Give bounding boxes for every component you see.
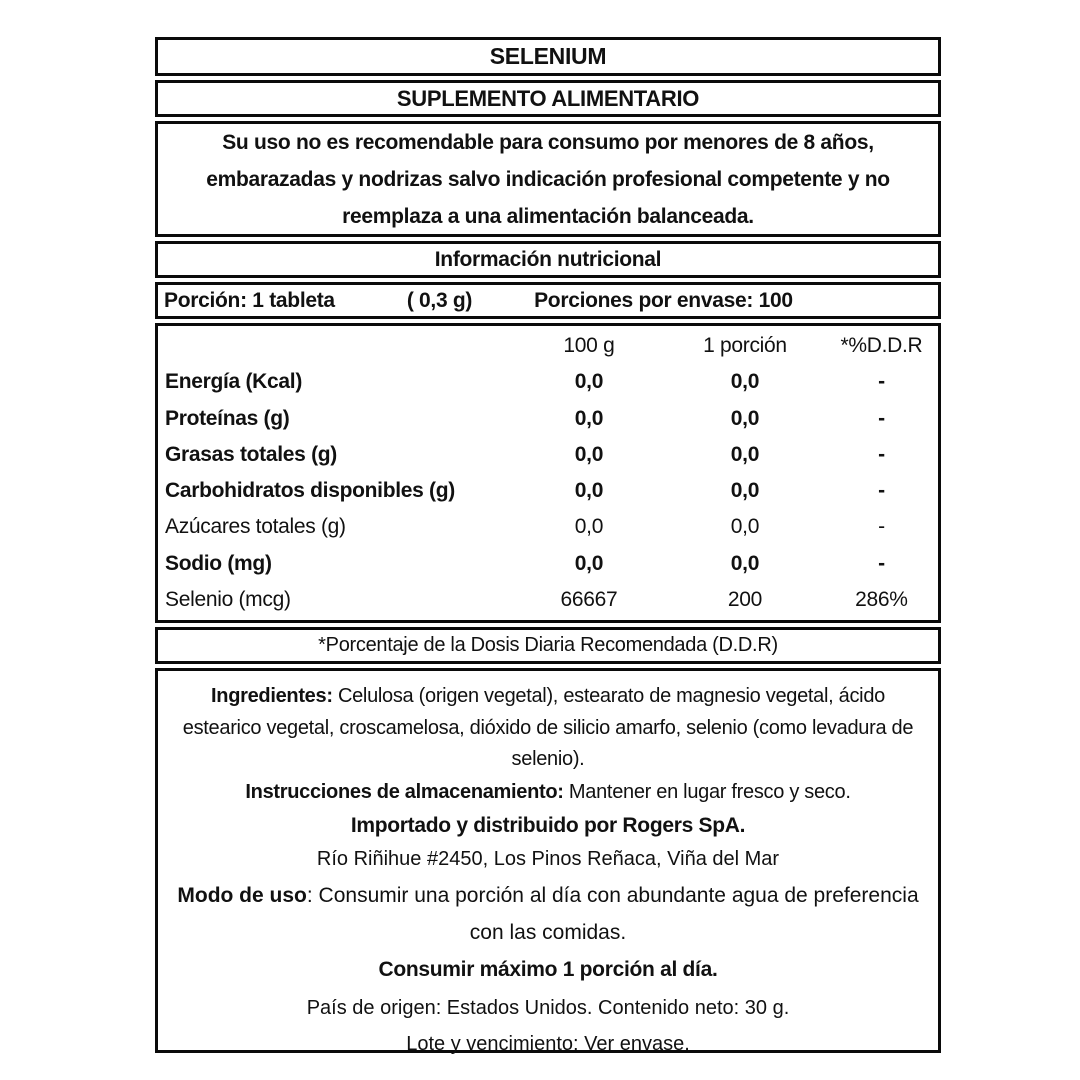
nutrition-label <box>155 37 941 1057</box>
nutrient-per-100g: 0,0 <box>574 370 604 394</box>
nutrient-per-100g: 0,0 <box>574 515 604 539</box>
nutrient-per-serving: 200 <box>727 587 762 611</box>
nutrient-row-energia <box>158 364 938 400</box>
nutrient-per-serving: 0,0 <box>730 551 760 575</box>
origin-line: País de origen: Estados Unidos. Contenido neto: 30 g. <box>306 996 790 1019</box>
nutrient-ddr: 286% <box>855 587 908 611</box>
ingredients-text: Celulosa (origen vegetal), estearato de magnesio vegetal, ácido estearico vegetal, croscamelosa, dióxido de silicio amarfo, selenio (como levadura de selenio). <box>182 685 914 770</box>
nutrition-table <box>155 323 941 623</box>
storage-text: Mantener en lugar fresco y seco. <box>563 780 851 803</box>
nutrient-per-serving: 0,0 <box>730 442 760 466</box>
nutrient-row-proteinas <box>158 401 938 437</box>
nutrient-row-sodio <box>158 546 938 582</box>
nutrition-section-title: Información nutricional <box>155 241 941 278</box>
product-title: SELENIUM <box>155 37 941 76</box>
details-section <box>155 668 941 1053</box>
nutrient-ddr: - <box>878 442 885 466</box>
nutrient-per-serving: 0,0 <box>730 406 760 430</box>
usage-label: Modo de uso <box>177 883 307 907</box>
nutrient-per-serving: 0,0 <box>730 515 760 539</box>
table-header-per-serving: 1 porción <box>703 334 787 358</box>
storage-instructions <box>162 776 934 809</box>
table-header-row <box>158 328 938 364</box>
supplement-type-banner: SUPLEMENTO ALIMENTARIO <box>155 80 941 117</box>
nutrient-ddr: - <box>878 479 885 503</box>
serving-row <box>155 282 941 319</box>
nutrient-per-100g: 0,0 <box>574 551 604 575</box>
serving-size: ( 0,3 g) <box>406 288 473 312</box>
nutrient-name: Energía (Kcal) <box>165 370 303 394</box>
nutrient-per-100g: 0,0 <box>574 479 604 503</box>
ddr-footnote: *Porcentaje de la Dosis Diaria Recomendada (D.D.R) <box>155 627 941 664</box>
nutrient-row-grasas <box>158 437 938 473</box>
nutrient-name: Sodio (mg) <box>165 551 272 575</box>
warning-text: Su uso no es recomendable para consumo por menores de 8 años, embarazadas y nodrizas salvo indicación profesional competente y no reemplaza a una alimentación balanceada. <box>155 121 941 237</box>
table-header-ddr: *%D.D.R <box>840 334 923 358</box>
table-header-per-100g: 100 g <box>563 334 615 358</box>
usage-text: : Consumir una porción al día con abundante agua de preferencia con las comidas. <box>306 883 919 944</box>
nutrient-row-azucares <box>158 509 938 545</box>
nutrient-ddr: - <box>878 515 885 539</box>
max-serving-line: Consumir máximo 1 porción al día. <box>378 957 718 981</box>
nutrient-row-carbohidratos <box>158 473 938 509</box>
nutrient-per-100g: 0,0 <box>574 442 604 466</box>
nutrient-name: Selenio (mcg) <box>165 587 291 611</box>
nutrient-name: Carbohidratos disponibles (g) <box>165 479 455 503</box>
servings-per-container: Porciones por envase: 100 <box>534 288 793 312</box>
serving-label: Porción: 1 tableta <box>164 288 335 312</box>
nutrient-ddr: - <box>878 370 885 394</box>
lot-line: Lote y vencimiento: Ver envase. <box>406 1032 690 1055</box>
nutrient-per-serving: 0,0 <box>730 370 760 394</box>
importer-line: Importado y distribuido por Rogers SpA. <box>350 813 746 837</box>
nutrient-per-100g: 0,0 <box>574 406 604 430</box>
storage-label: Instrucciones de almacenamiento: <box>245 780 564 803</box>
nutrient-per-100g: 66667 <box>560 587 618 611</box>
address-line: Río Riñihue #2450, Los Pinos Reñaca, Viña del Mar <box>316 847 780 870</box>
nutrient-per-serving: 0,0 <box>730 479 760 503</box>
nutrient-name: Proteínas (g) <box>165 406 290 430</box>
usage-instructions <box>162 877 934 951</box>
nutrient-name: Azúcares totales (g) <box>165 515 346 539</box>
nutrient-name: Grasas totales (g) <box>165 442 337 466</box>
ingredients-paragraph <box>177 681 919 776</box>
nutrient-ddr: - <box>878 406 885 430</box>
ingredients-label: Ingredientes: <box>211 685 333 707</box>
nutrient-row-selenio <box>158 582 938 618</box>
nutrient-ddr: - <box>878 551 885 575</box>
